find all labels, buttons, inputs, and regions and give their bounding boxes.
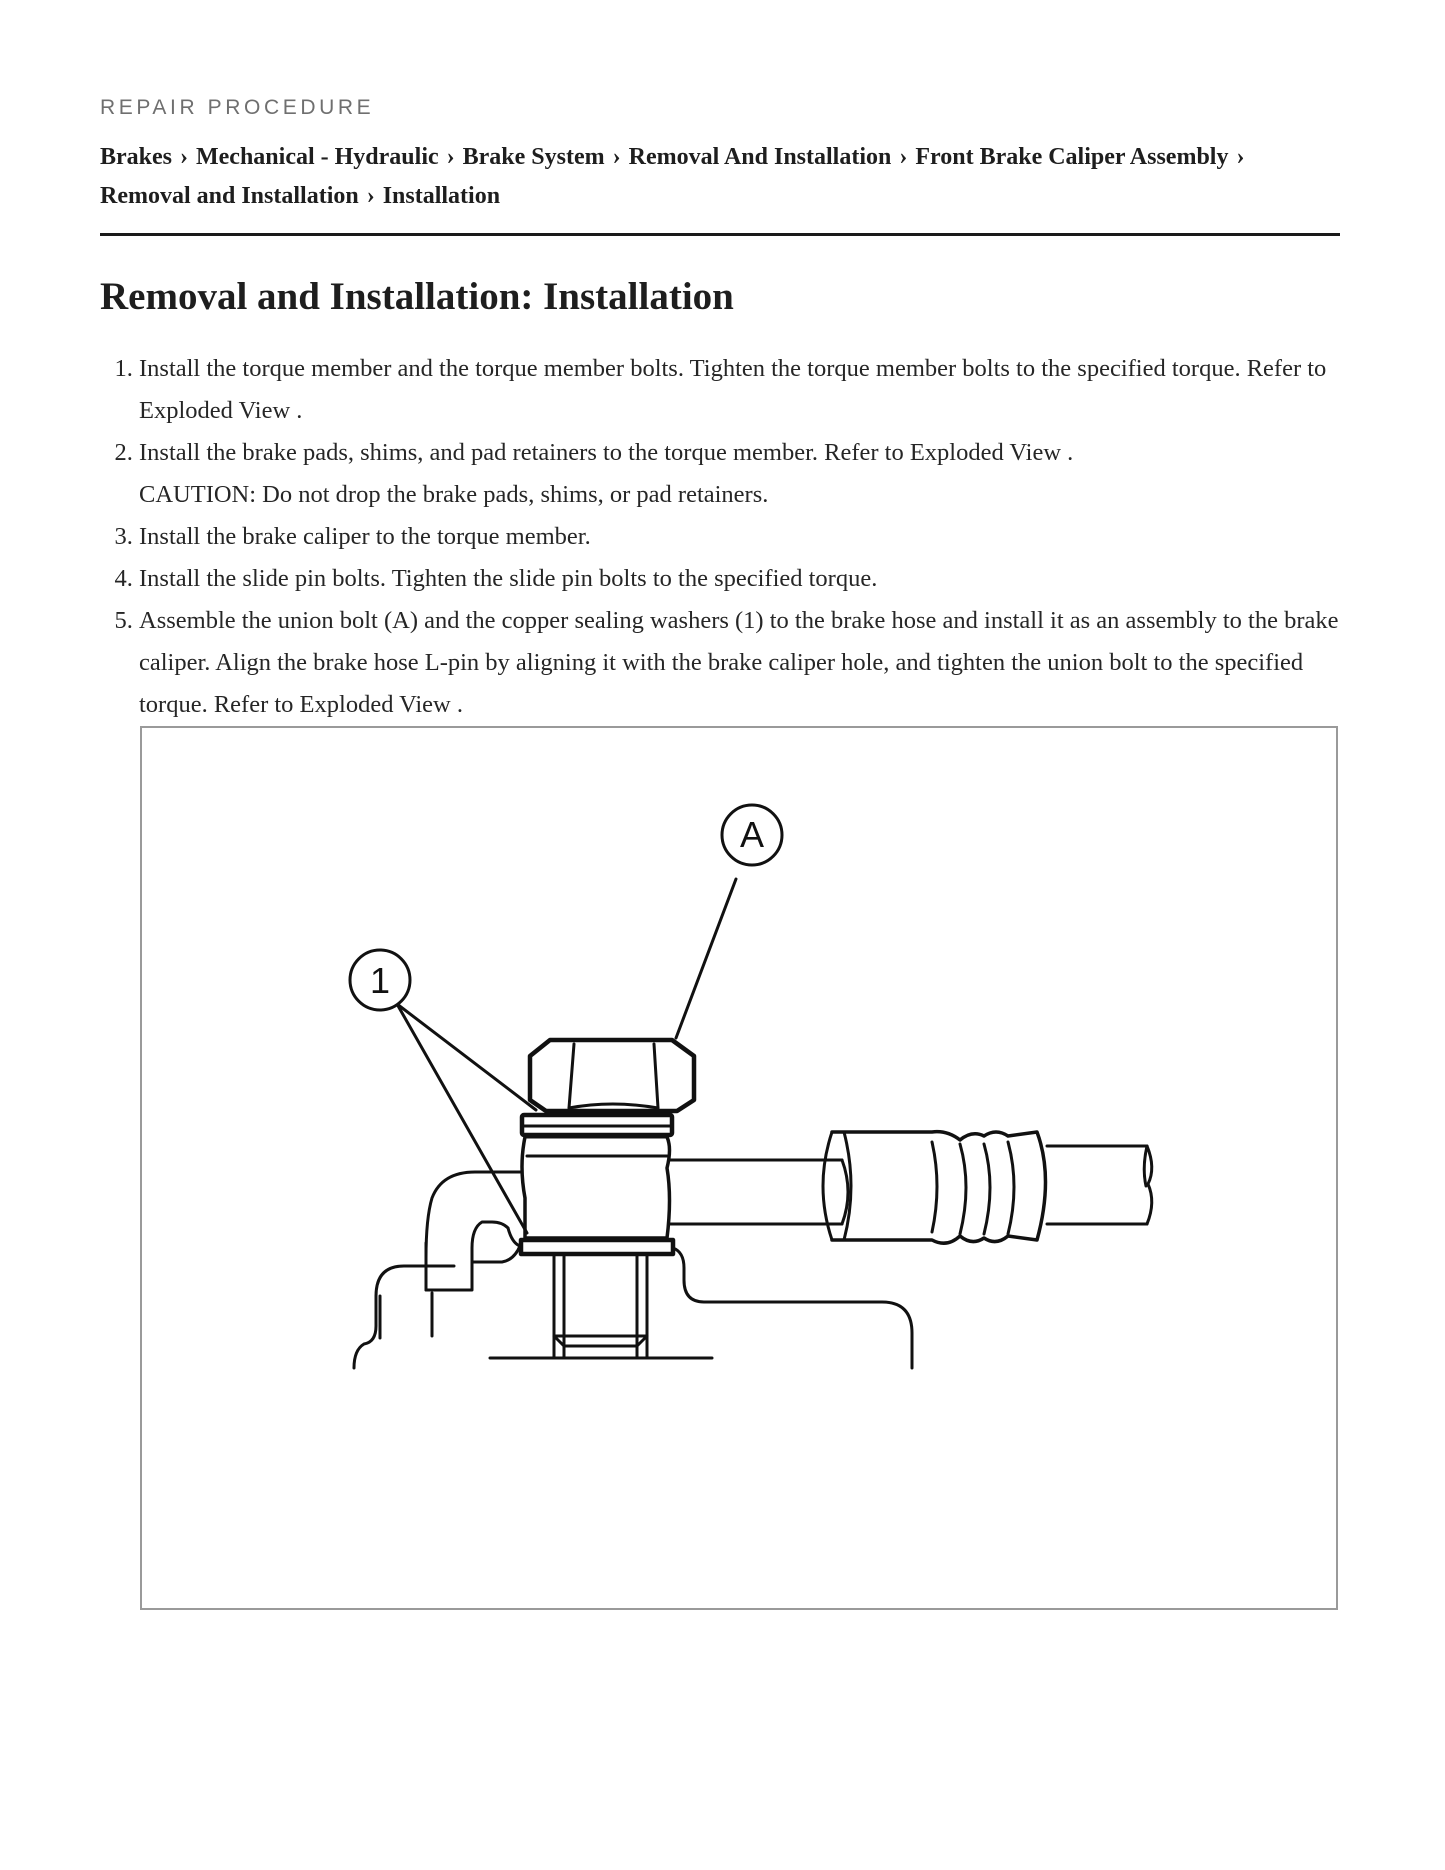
l-pin-bracket: [426, 1172, 520, 1290]
hex-face-curve: [569, 1104, 658, 1108]
step-item: [139, 348, 1340, 432]
breadcrumb-item-front-brake-caliper-assembly[interactable]: Front Brake Caliper Assembly: [915, 144, 1229, 170]
caliper-housing-right: [673, 1248, 912, 1368]
header-divider: [100, 233, 1340, 236]
document-page: [100, 92, 1340, 1610]
hex-flat-line: [654, 1044, 658, 1108]
breadcrumb-separator: ›: [446, 144, 455, 170]
union-bolt-head: [530, 1040, 694, 1111]
section-kicker: REPAIR PROCEDURE: [100, 96, 375, 119]
step-text: Assemble the union bolt (A) and the copper sealing washers (1) to the brake hose and install it as an assembly to the brake caliper. Align the brake hose L-pin by aligning it with the brake caliper hole, and tighten the union bolt to the specified torque. Refer to Exploded View .: [139, 607, 1339, 718]
brake-pipe-end: [842, 1160, 848, 1224]
caliper-body-outline: [354, 1296, 376, 1368]
hose-crimp-ring: [960, 1144, 966, 1234]
breadcrumb-item-removal-and-installation-sub[interactable]: Removal and Installation: [100, 183, 359, 209]
breadcrumb-separator: ›: [1236, 144, 1245, 170]
caliper-body-outline: [472, 1246, 520, 1262]
callout-a-leader: [676, 879, 736, 1038]
step-text: Install the brake caliper to the torque member.: [139, 523, 591, 550]
step-item: [139, 516, 1340, 558]
callout-1-label: 1: [369, 960, 391, 1001]
step-item: [139, 600, 1340, 726]
breadcrumb-separator: ›: [366, 183, 375, 209]
breadcrumb-separator: ›: [612, 144, 621, 170]
step-item: [139, 558, 1340, 600]
l-pin-tail: [508, 1228, 520, 1246]
breadcrumb-item-brakes[interactable]: Brakes: [100, 144, 172, 170]
breadcrumb-item-removal-and-installation[interactable]: Removal And Installation: [628, 144, 892, 170]
breadcrumb-separator: ›: [899, 144, 908, 170]
callout-1-leader-upper: [397, 1004, 536, 1110]
union-eye-body: [522, 1137, 670, 1238]
page-title: Removal and Installation: Installation: [100, 275, 734, 318]
brake-hose-cut-inner: [1144, 1146, 1147, 1186]
callout-1-leader-lower: [397, 1004, 527, 1233]
breadcrumb: [100, 138, 1340, 216]
step-text: Install the slide pin bolts. Tighten the slide pin bolts to the specified torque.: [139, 565, 878, 592]
hose-crimp-ring: [984, 1144, 990, 1234]
union-bolt-illustration: [140, 726, 1338, 1610]
breadcrumb-item-brake-system[interactable]: Brake System: [462, 144, 605, 170]
brake-hose-cut-end: [1147, 1146, 1152, 1224]
union-bolt-drawing: [142, 728, 1336, 1608]
hex-flat-line: [569, 1044, 574, 1108]
step-item: [139, 432, 1340, 516]
step-text: Install the torque member and the torque member bolts. Tighten the torque member bolts to the specified torque. Refer to Exploded View .: [139, 355, 1327, 424]
breadcrumb-item-installation[interactable]: Installation: [382, 183, 501, 209]
breadcrumb-separator: ›: [180, 144, 188, 170]
hose-crimp-ring: [1008, 1142, 1014, 1234]
installation-steps: [100, 348, 1340, 726]
lower-sealing-washer: [521, 1240, 673, 1254]
breadcrumb-item-mechanical-hydraulic[interactable]: Mechanical - Hydraulic: [196, 144, 439, 170]
caution-note: CAUTION: Do not drop the brake pads, shims, or pad retainers.: [139, 481, 769, 508]
callout-a-label: A: [739, 814, 765, 855]
hose-crimp-ring: [932, 1142, 937, 1232]
step-text: Install the brake pads, shims, and pad retainers to the torque member. Refer to Exploded View .: [139, 439, 1074, 466]
